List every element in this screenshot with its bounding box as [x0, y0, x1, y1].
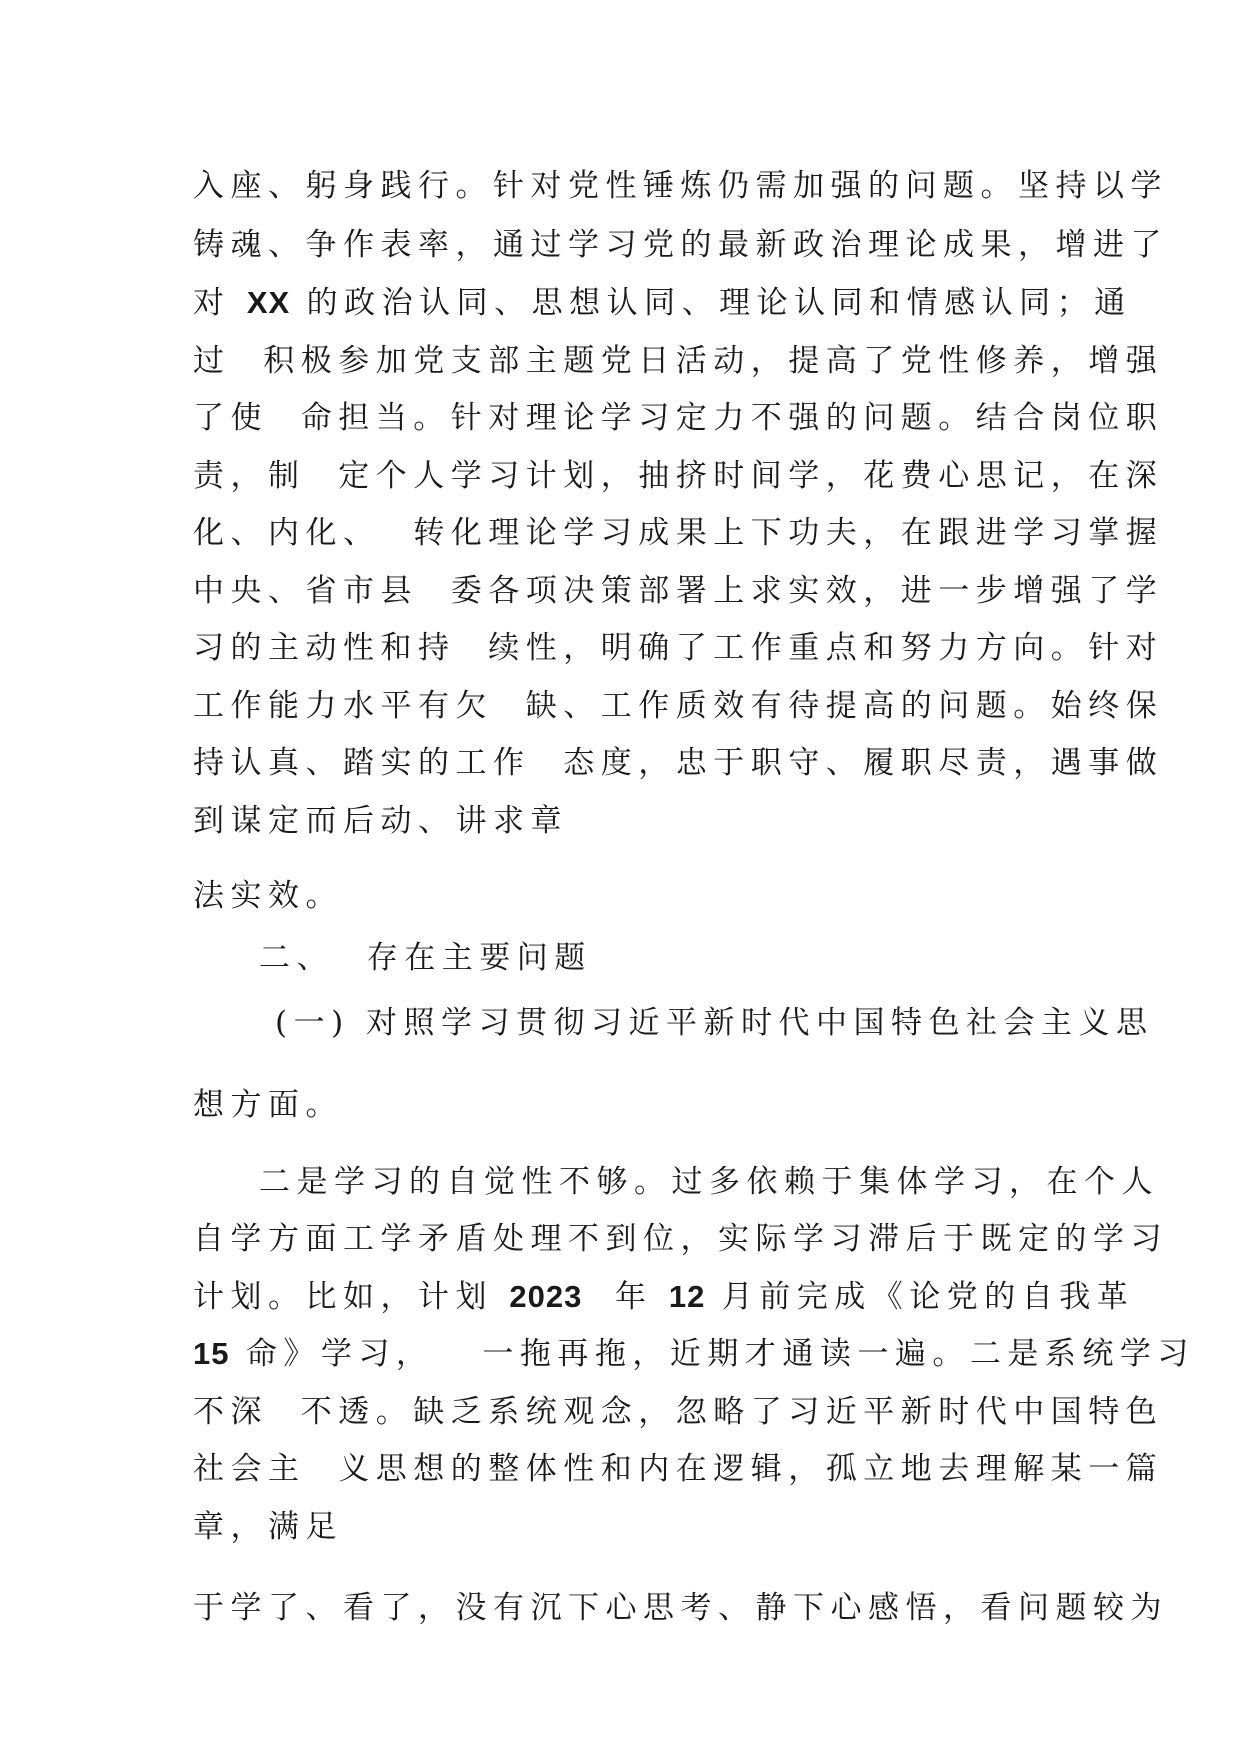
- body-text-line: 于学了、看了，没有沉下心思考、静下心感悟，看问题较为: [193, 1590, 1168, 1626]
- body-text-line: 责，制 定个人学习计划，抽挤时间学，花费心思记，在深: [193, 458, 1164, 494]
- body-text-line: 15 命》学习， 一拖再拖，近期才通读一遍。二是系统学习: [193, 1336, 1195, 1372]
- body-text-line: 了使 命担当。针对理论学习定力不强的问题。结合岗位职: [193, 400, 1164, 436]
- body-text-line: 到谋定而后动、讲求章: [193, 803, 568, 839]
- subsection-heading: (一) 对照学习贯彻习近平新时代中国特色社会主义思: [275, 1005, 1154, 1041]
- body-text-line: 社会主 义思想的整体性和内在逻辑，孤立地去理解某一篇: [193, 1451, 1164, 1487]
- body-text-line: 自学方面工学矛盾处理不到位，实际学习滞后于既定的学习: [193, 1221, 1168, 1257]
- body-text-line: 法实效。: [193, 878, 343, 914]
- body-text-line: 章，满足: [193, 1509, 343, 1545]
- body-text-line: 入座、躬身践行。针对党性锤炼仍需加强的问题。坚持以学: [193, 168, 1168, 204]
- body-text-line: 对 XX 的政治认同、思想认同、理论认同和情感认同；通: [193, 285, 1132, 321]
- body-text-line: 二是学习的自觉性不够。过多依赖于集体学习，在个人: [259, 1164, 1159, 1200]
- body-text-line: 化、内化、 转化理论学习成果上下功夫，在跟进学习掌握: [193, 515, 1164, 551]
- body-text-line: 习的主动性和持 续性，明确了工作重点和努力方向。针对: [193, 630, 1164, 666]
- body-text-line: 过 积极参加党支部主题党日活动，提高了党性修养，增强: [193, 343, 1164, 379]
- body-text-line: 计划。比如，计划 2023 年 12 月前完成《论党的自我革: [193, 1279, 1135, 1315]
- body-text-line: 工作能力水平有欠 缺、工作质效有待提高的问题。始终保: [193, 688, 1164, 724]
- body-text-line: 中央、省市县 委各项决策部署上求实效，进一步增强了学: [193, 573, 1164, 609]
- body-text-line: 不深 不透。缺乏系统观念，忽略了习近平新时代中国特色: [193, 1394, 1164, 1430]
- subsection-heading-continuation: 想方面。: [193, 1087, 343, 1123]
- section-heading: 二、 存在主要问题: [259, 940, 592, 976]
- body-text-line: 持认真、踏实的工作 态度，忠于职守、履职尽责，遇事做: [193, 745, 1164, 781]
- body-text-line: 铸魂、争作表率，通过学习党的最新政治理论成果，增进了: [193, 227, 1168, 263]
